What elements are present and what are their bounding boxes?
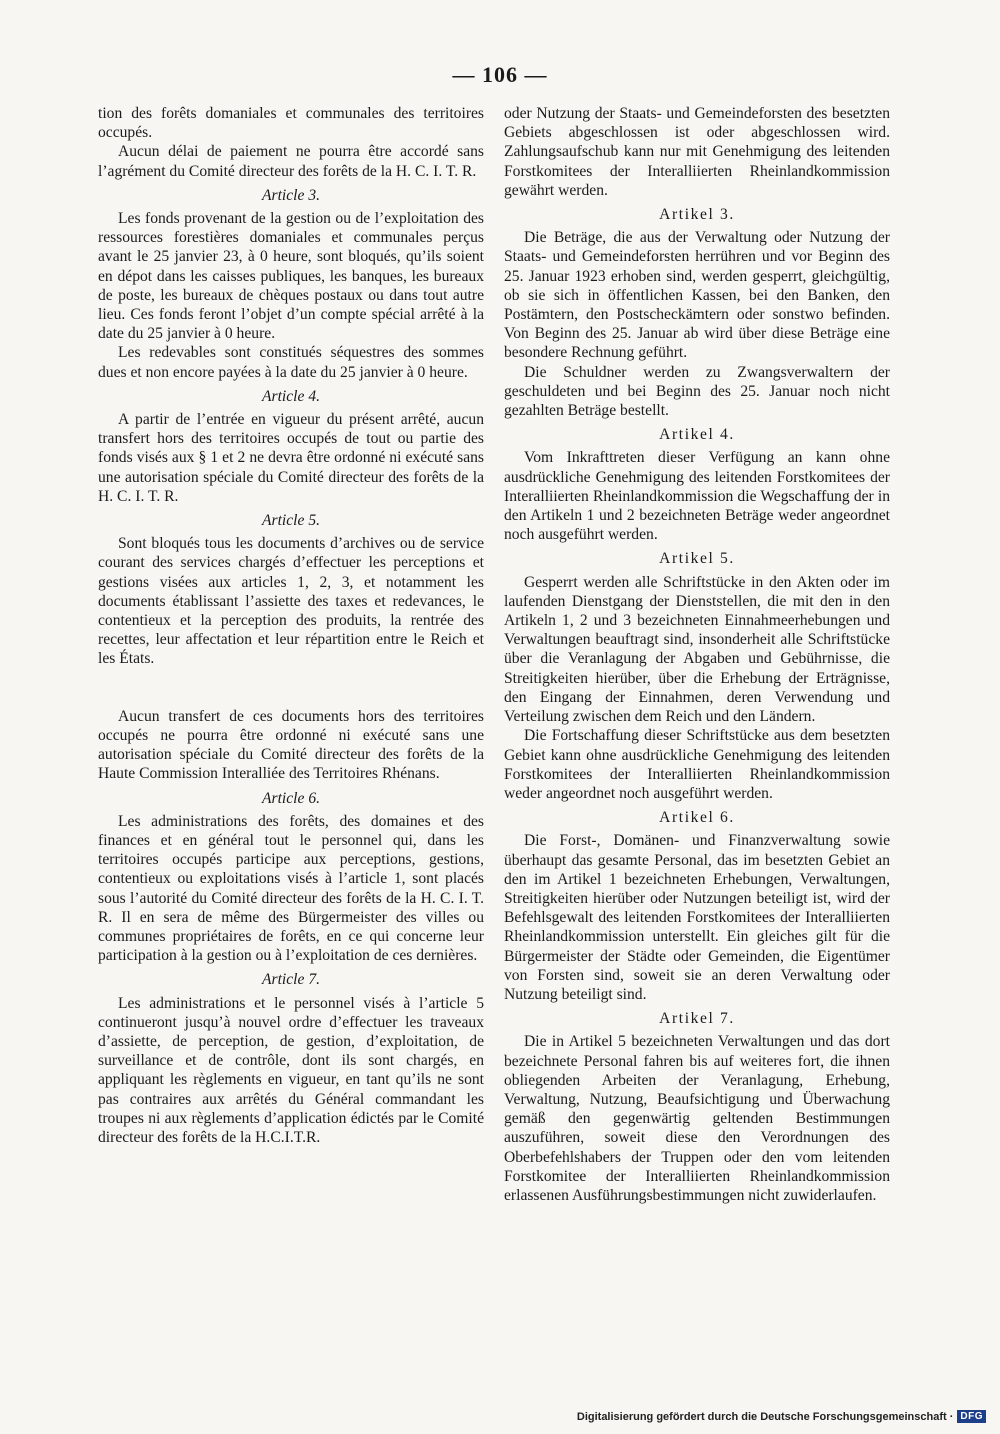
de-artikel-3-heading: Artikel 3. (659, 206, 735, 224)
de-artikel-5-paragraph-2: Die Fortschaffung dieser Schriftstücke aus dem besetzten Gebiet kann ohne ausdrückliche Genehmigung des leitenden Forstkomitees der Interalliierten Rheinlandkommission weder angeordnet noch ausgeführt werden. (504, 727, 890, 802)
de-artikel-4-paragraph-1: Vom Inkrafttreten dieser Verfügung an kann ohne ausdrückliche Genehmigung des leitenden Forstkomitees der Interalliierten Rheinlandkommission die Wegschaffung der in den Artikeln 1 und 2 bezeichneten Beträge weder angeordnet noch ausgeführt werden. (504, 449, 890, 544)
fr-article-5-paragraph-1: Sont bloqués tous les documents d’archives ou de service courant des services chargés d’effectuer les perceptions et gestions visées aux articles 1, 2, 3, et notamment les documents établissant l’assiette des taxes et redevances, le contentieux et la perception des produits, la rentrée des recettes, leur affectation et leur répartition entre le Reich et les États. (98, 535, 484, 668)
de-artikel-4-heading: Artikel 4. (659, 426, 735, 444)
fr-article-3-heading: Article 3. (261, 186, 321, 204)
fr-article-5-paragraph-2: Aucun transfert de ces documents hors des territoires occupés ne pourra être ordonné ni exécuté sans une autorisation spéciale du Comité directeur des forêts de la Haute Commission Interalliée des Territoires Rhénans. (98, 707, 484, 783)
de-artikel-5-paragraph-1: Gesperrt werden alle Schriftstücke in den Akten oder im laufenden Dienstgang der Dienststellen, die mit den in den Artikeln 1, 2 und 3 bezeichneten Einnahmeerhebungen und Verwaltungen beauftragt sind, insonderheit alle Schriftstücke über die Veranlagung der Abgaben und Gebührnisse, die Streitigkeiten hierüber, über die Erhebung der Erträgnisse, den Eingang der Einnahmen, deren Verwendung und Verteilung zwischen dem Reich und den Ländern. (504, 573, 890, 726)
fr-article-5-heading: Article 5. (261, 512, 321, 530)
page-number: — 106 — (452, 62, 548, 87)
footer-credit-text: Digitalisierung gefördert durch die Deutsche Forschungsgemeinschaft · (576, 1410, 954, 1423)
fr-article-6-heading: Article 6. (261, 789, 321, 807)
fr-article-3-paragraph-2: Les redevables sont constitués séquestres des sommes dues et non encore payées à la date du 25 janvier à 0 heure. (98, 344, 484, 381)
de-artikel-6-heading: Artikel 6. (659, 809, 735, 827)
de-artikel-3-paragraph-2: Die Schuldner werden zu Zwangsverwaltern der geschuldeten und bei Beginn des 25. Januar noch nicht gezahlten Beträge bestellt. (504, 363, 890, 420)
fr-intro-paragraph-2: Aucun délai de paiement ne pourra être accordé sans l’agrément du Comité directeur des forêts de la H. C. I. T. R. (98, 143, 484, 180)
fr-intro-paragraph-1: tion des forêts domaniales et communales des territoires occupés. (98, 105, 484, 142)
dfg-logo-icon: DFG (957, 1410, 986, 1423)
fr-article-4-paragraph-1: A partir de l’entrée en vigueur du présent arrêté, aucun transfert hors des territoires occupés de tout ou partie des fonds visés aux § 1 et 2 ne devra être ordonné ni exécuté sans une autorisation spéciale du Comité directeur des forêts de la H. C. I. T. R. (98, 411, 484, 505)
de-artikel-7-heading: Artikel 7. (659, 1010, 735, 1028)
fr-article-5-gap (98, 669, 484, 707)
french-column (98, 104, 484, 1147)
german-column (504, 104, 890, 1205)
de-intro-paragraph-1: oder Nutzung der Staats- und Gemeindeforsten des besetzten Gebiets abgeschlossen ist oder abgeschlossen wird. Zahlungsaufschub kann nur mit Genehmigung des leitenden Forstkomitees der Interalliierten Rheinlandkommission gewährt werden. (504, 105, 890, 199)
digitization-footer (577, 1410, 986, 1423)
fr-article-4-heading: Article 4. (261, 387, 321, 405)
fr-article-6-paragraph-1: Les administrations des forêts, des domaines et des finances et en général tout le personnel qui, dans les territoires occupés participe aux perceptions, gestions, contentieux ou exploitations visés à l’article 1, sont placés sous l’autorité du Comité directeur des forêts de la H. C. I. T. R. Il en sera de même des Bürgermeister des villes ou communes propriétaires de forêts, en ce qui concerne leur participation à la gestion ou à l’exploitation de ces dernières. (98, 812, 484, 965)
fr-article-7-heading: Article 7. (261, 971, 321, 989)
de-artikel-7-paragraph-1: Die in Artikel 5 bezeichneten Verwaltungen und das dort bezeichnete Personal fahren bis auf weiteres fort, die ihnen obliegenden Arbeiten der Veranlagung, Erhebung, Verwaltung, Nutzung, Beaufsichtigung und Überwachung gemäß den gegenwärtig geltenden Bestimmungen auszuführen, soweit diese den Verordnungen des Oberbefehlshabers der Truppen oder den vom leitenden Forstkomitee der Interalliierten Rheinlandkommission erlassenen Ausführungsbestimmungen nicht zuwiderlaufen. (504, 1033, 890, 1204)
de-artikel-5-heading: Artikel 5. (659, 550, 735, 568)
fr-article-3-paragraph-1: Les fonds provenant de la gestion ou de l’exploitation des ressources forestières domaniales et communales perçus avant le 25 janvier 23, à 0 heure, sont bloqués, qu’ils soient en dépot dans les caisses publiques, les banques, les bureaux de poste, les bureaux de chèques postaux ou dans tout autre lieu. Ces fonds feront l’objet d’un compte spécial arrêté à la date du 25 janvier à 0 heure. (98, 210, 484, 343)
de-artikel-3-paragraph-1: Die Beträge, die aus der Verwaltung oder Nutzung der Staats- und Gemeindeforsten herrühren und vor Beginn des 25. Januar 1923 erhoben sind, werden gesperrt, gleichgültig, ob sie sich in öffentlichen Kassen, bei den Banken, den Postämtern, den Postscheckämtern oder sonstwo befinden. Von Beginn des 25. Januar ab wird über diese Beträge eine besondere Rechnung geführt. (504, 229, 890, 362)
fr-article-7-paragraph-1: Les administrations et le personnel visés à l’article 5 continueront jusqu’à nouvel ordre d’effectuer les traveaux d’assiette, de perception, de gestion, d’exploitation, de surveillance et de contrôle, dont ils sont chargés, en appliquant les règlements en vigueur, en tant qu’ils ne sont pas contraires aux arrêtés du Général commandant les troupes ni aux règlements d’application édictés par le Comité directeur des forêts de la H.C.I.T.R. (98, 994, 484, 1146)
de-artikel-6-paragraph-1: Die Forst-, Domänen- und Finanzverwaltung sowie überhaupt das gesamte Personal, das im besetzten Gebiet an den im Artikel 1 bezeichneten Erhebungen, Verwaltungen, Streitigkeiten hierüber oder Nutzungen beteiligt ist, wird der Befehlsgewalt des leitenden Forstkomitees der Interalliierten Rheinlandkommission unterstellt. Ein gleiches gilt für die Bürgermeister der Städte oder Gemeinden, die Eigentümer von Forsten sind, soweit sie an deren Verwaltung oder Nutzung beteiligt sind. (504, 832, 890, 1003)
